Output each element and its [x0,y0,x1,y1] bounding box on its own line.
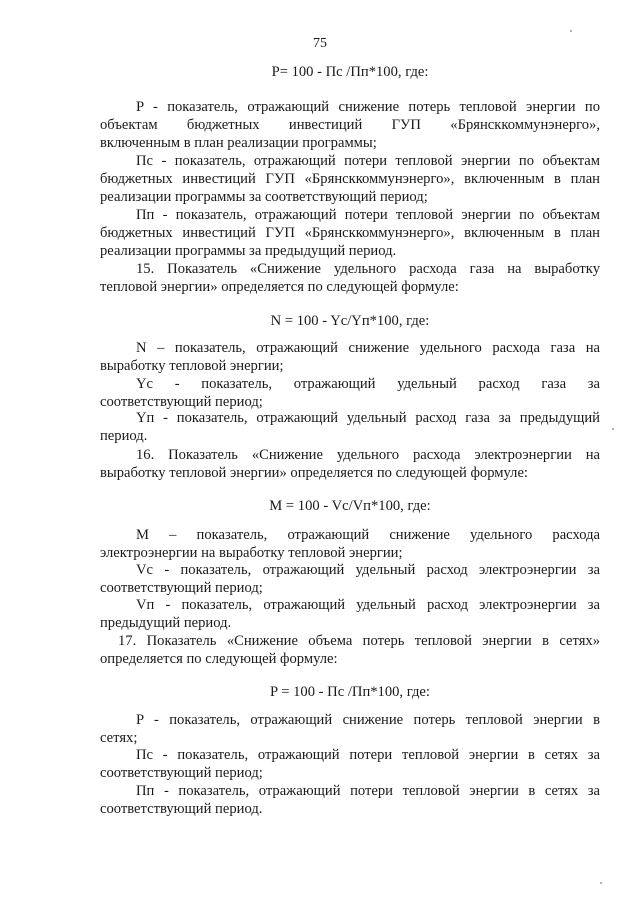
text-line: Vc - показатель, отражающий удельный расход электроэнергии за [136,562,600,578]
text-line: определяется по следующей формуле: [100,651,338,667]
text-line: тепловой энергии» определяется по следующей формуле: [100,279,459,295]
text-line: M – показатель, отражающий снижение удельного расхода [136,527,600,543]
formula-m: M = 100 - Vc/Vп*100, где: [269,498,431,514]
text-line: электроэнергии на выработку тепловой энергии; [100,545,403,561]
text-line: объектам бюджетных инвестиций ГУП «Брянсккоммунэнерго», [100,117,600,133]
text-line: Vп - показатель, отражающий удельный расход электроэнергии за [136,597,600,613]
text-line: Пс - показатель, отражающий потери тепловой энергии по объектам [136,153,600,169]
scan-speck [600,882,602,884]
text-line: Yп - показатель, отражающий удельный расход газа за предыдущий [136,410,600,426]
text-line: реализации программы за соответствующий период; [100,189,428,205]
text-line: Пп - показатель, отражающий потери тепловой энергии в сетях за [136,783,600,799]
formula-n: N = 100 - Yc/Yп*100, где: [270,313,430,329]
text-line: Пп - показатель, отражающий потери тепловой энергии по объектам [136,207,600,223]
text-line: P - показатель, отражающий снижение потерь тепловой энергии по [136,99,600,115]
text-line: P - показатель, отражающий снижение потерь тепловой энергии в [136,712,600,728]
item-15-heading: 15. Показатель «Снижение удельного расхода газа на выработку [136,261,600,277]
text-line: Yc - показатель, отражающий удельный расход газа за [136,376,600,392]
text-line: период. [100,428,148,444]
text-line: сетях; [100,730,138,746]
text-line: Пс - показатель, отражающий потери тепловой энергии в сетях за [136,747,600,763]
text-line: реализации программы за предыдущий период. [100,243,397,259]
text-line: соответствующий период; [100,580,263,596]
item-17-heading: 17. Показатель «Снижение объема потерь тепловой энергии в сетях» [118,633,600,649]
scan-speck [570,30,572,32]
text-line: выработку тепловой энергии» определяется по следующей формуле: [100,465,528,481]
page-number: 75 [313,36,327,51]
text-line: выработку тепловой энергии; [100,358,284,374]
scan-speck [612,428,614,430]
text-line: включенным в план реализации программы; [100,135,377,151]
text-line: соответствующий период; [100,394,263,410]
text-line: соответствующий период. [100,801,263,817]
item-16-heading: 16. Показатель «Снижение удельного расхода электроэнергии на [136,447,600,463]
formula-p-budget: P= 100 - Пс /Пп*100, где: [271,64,429,80]
text-line: предыдущий период. [100,615,232,631]
text-line: N – показатель, отражающий снижение удельного расхода газа на [136,340,600,356]
text-line: соответствующий период; [100,765,263,781]
text-line: бюджетных инвестиций ГУП «Брянсккоммунэнерго», включенным в план [100,171,600,187]
text-line: бюджетных инвестиций ГУП «Брянсккоммунэнерго», включенным в план [100,225,600,241]
formula-p-networks: P = 100 - Пс /Пп*100, где: [270,684,430,700]
